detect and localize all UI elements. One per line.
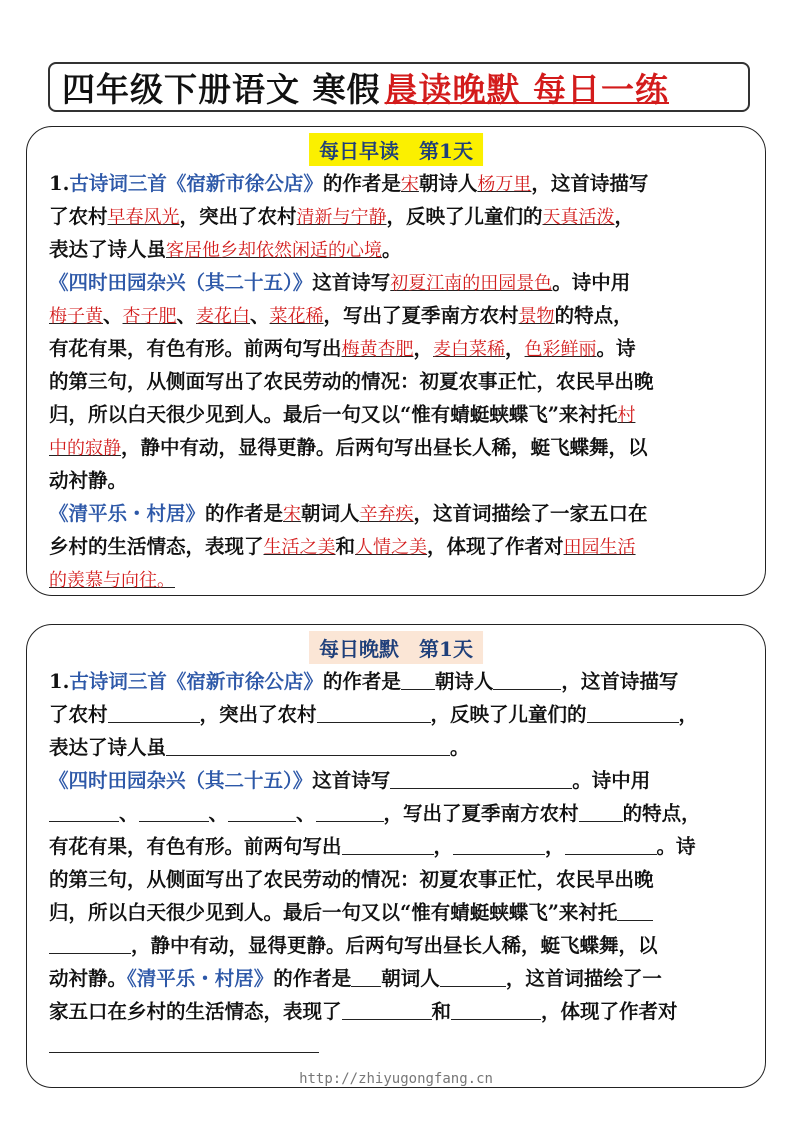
text: ， xyxy=(433,835,454,858)
footer-url: http://zhiyugongfang.cn xyxy=(299,1071,493,1087)
text: 、 xyxy=(176,304,197,327)
text-line xyxy=(49,431,749,464)
text-line xyxy=(49,863,749,896)
answer-blank[interactable] xyxy=(342,997,432,1020)
morning-text xyxy=(49,167,749,596)
text: 有花有果，有色有形。前两句写出 xyxy=(49,835,342,858)
text: ，体现了作者对 xyxy=(541,1000,678,1023)
text: 。 xyxy=(450,736,470,759)
answer: 早春风光 xyxy=(107,207,180,228)
text: ， xyxy=(678,703,699,726)
answer: 色彩鲜丽 xyxy=(524,339,597,360)
title-highlight: 晨读晚默 每日一练 xyxy=(384,69,669,109)
text-line xyxy=(49,299,749,332)
text: 、 xyxy=(250,304,270,327)
text: 这首诗写 xyxy=(312,769,391,792)
answer-blank[interactable] xyxy=(390,766,572,789)
text: 的作者是 xyxy=(322,172,401,195)
text: 、 xyxy=(296,802,316,825)
text: 朝词人 xyxy=(381,967,440,990)
text: ， xyxy=(614,205,635,228)
text: 1. xyxy=(49,172,70,195)
answer: 杨万里 xyxy=(477,174,532,195)
text: 的作者是 xyxy=(205,502,284,525)
text: ，这首词描绘了一 xyxy=(505,967,662,990)
text-line xyxy=(49,1028,749,1061)
text-line xyxy=(49,497,749,530)
text-line xyxy=(49,698,749,731)
answer: 宋 xyxy=(283,504,302,525)
text: 、 xyxy=(119,802,139,825)
morning-reading-card xyxy=(26,126,766,596)
answer: 客居他乡却依然闲适的心境 xyxy=(166,240,383,261)
answer: 天真活泼 xyxy=(542,207,615,228)
answer: 生活之美 xyxy=(263,537,336,558)
answer: 的羡慕与向往。 xyxy=(49,570,175,591)
text-line xyxy=(49,962,749,995)
text-line xyxy=(49,167,749,200)
text: 1. xyxy=(49,670,70,693)
answer-blank[interactable] xyxy=(351,964,381,987)
text: 。诗 xyxy=(656,835,696,858)
poem-title: 古诗词三首 xyxy=(69,172,167,195)
answer: 清新与宁静 xyxy=(296,207,387,228)
text-line xyxy=(49,464,749,497)
text: 、 xyxy=(208,802,229,825)
text: 归，所以白天很少见到人。最后一句又以“惟有蜻蜓蛱蝶飞”来衬托 xyxy=(49,403,618,426)
text-line xyxy=(49,995,749,1028)
text: 了农村 xyxy=(49,205,108,228)
answer-blank[interactable] xyxy=(139,799,209,822)
text: ， xyxy=(413,337,434,360)
text: 和 xyxy=(431,1000,452,1023)
answer-blank[interactable] xyxy=(342,832,434,855)
text: 了农村 xyxy=(49,703,108,726)
text: 表达了诗人虽 xyxy=(49,736,167,759)
text: 归，所以白天很少见到人。最后一句又以“惟有蜻蜓蛱蝶飞”来衬托 xyxy=(49,901,618,924)
text: 家五口在乡村的生活情态，表现了 xyxy=(49,1000,342,1023)
answer-blank[interactable] xyxy=(617,898,653,921)
poem-title: 《四时田园杂兴（其二十五）》 xyxy=(49,271,313,294)
text: 的特点， xyxy=(554,304,633,327)
answer-blank[interactable] xyxy=(451,997,541,1020)
answer: 杏子肥 xyxy=(122,306,177,327)
text: 动衬静。 xyxy=(49,967,128,990)
answer: 梅黄杏肥 xyxy=(341,339,414,360)
text: 动衬静。 xyxy=(49,469,128,492)
text-line xyxy=(49,797,749,830)
answer: 麦白菜稀 xyxy=(433,339,506,360)
text-line xyxy=(49,365,749,398)
text: ，静中有动，显得更静。后两句写出昼长人稀，蜓飞蝶舞，以 xyxy=(131,934,658,957)
text: 的作者是 xyxy=(322,670,401,693)
answer: 人情之美 xyxy=(355,537,428,558)
text: 朝诗人 xyxy=(434,670,494,693)
text-line xyxy=(49,896,749,929)
text-line xyxy=(49,233,749,266)
answer-blank[interactable] xyxy=(401,667,435,690)
text: 表达了诗人虽 xyxy=(49,238,167,261)
answer: 辛弃疾 xyxy=(359,504,414,525)
text: ，反映了儿童们的 xyxy=(386,205,543,228)
text: 朝诗人 xyxy=(418,172,478,195)
text: 的第三句，从侧面写出了农民劳动的情况：初夏农事正忙，农民早出晚 xyxy=(49,370,654,393)
answer-blank[interactable] xyxy=(587,700,679,723)
text: 。诗 xyxy=(596,337,636,360)
title-main: 四年级下册语文 寒假 xyxy=(62,69,381,109)
answer: 田园生活 xyxy=(563,537,636,558)
answer-blank[interactable] xyxy=(453,832,545,855)
answer: 菜花稀 xyxy=(269,306,324,327)
text-line xyxy=(49,929,749,962)
text: ，体现了作者对 xyxy=(427,535,564,558)
answer: 宋 xyxy=(400,174,419,195)
text-line xyxy=(49,332,749,365)
evening-badge: 每日晚默 第1天 xyxy=(309,631,483,664)
text: ，突出了农村 xyxy=(179,205,297,228)
evening-dictation-card xyxy=(26,624,766,1088)
answer-blank[interactable] xyxy=(316,799,384,822)
answer: 村 xyxy=(617,405,636,426)
answer: 麦花白 xyxy=(196,306,251,327)
text-line xyxy=(49,266,749,299)
text: ，写出了夏季南方农村 xyxy=(383,802,579,825)
answer-blank[interactable] xyxy=(108,700,200,723)
answer: 初夏江南的田园景色 xyxy=(390,273,553,294)
answer: 景物 xyxy=(518,306,555,327)
answer-blank[interactable] xyxy=(228,799,296,822)
text: ，这首诗描写 xyxy=(561,670,679,693)
text-line xyxy=(49,530,749,563)
poem-title: 《清平乐・村居》 xyxy=(49,502,206,525)
answer-blank[interactable] xyxy=(565,832,657,855)
text: 。诗中用 xyxy=(552,271,631,294)
text: 、 xyxy=(103,304,123,327)
poem-title: 《清平乐・村居》 xyxy=(127,967,274,990)
morning-badge: 每日早读 第1天 xyxy=(309,133,483,166)
text: ，静中有动，显得更静。后两句写出昼长人稀，蜓飞蝶舞，以 xyxy=(121,436,648,459)
text-line xyxy=(49,731,749,764)
answer-blank[interactable] xyxy=(440,964,506,987)
text: 。诗中用 xyxy=(572,769,651,792)
poem-title: 古诗词三首 xyxy=(69,670,167,693)
text-line xyxy=(49,200,749,233)
text: 。 xyxy=(382,238,402,261)
text: ，这首词描绘了一家五口在 xyxy=(413,502,648,525)
text-line xyxy=(49,830,749,863)
text: 这首诗写 xyxy=(312,271,391,294)
text: ，反映了儿童们的 xyxy=(430,703,587,726)
text: 的特点， xyxy=(622,802,701,825)
text: 的作者是 xyxy=(273,967,352,990)
text: ，这首诗描写 xyxy=(531,172,649,195)
answer: 中的寂静 xyxy=(49,438,121,459)
poem-title: 《宿新市徐公店》 xyxy=(166,172,323,195)
text: 的第三句，从侧面写出了农民劳动的情况：初夏农事正忙，农民早出晚 xyxy=(49,868,654,891)
evening-text xyxy=(49,665,749,1061)
text: 有花有果，有色有形。前两句写出 xyxy=(49,337,342,360)
text: ， xyxy=(545,835,565,858)
text: 朝词人 xyxy=(301,502,360,525)
answer-blank[interactable] xyxy=(49,931,131,954)
poem-title: 《四时田园杂兴（其二十五）》 xyxy=(49,769,313,792)
text-line xyxy=(49,563,749,596)
text: ，写出了夏季南方农村 xyxy=(323,304,519,327)
text: 乡村的生活情态，表现了 xyxy=(49,535,264,558)
answer-blank[interactable] xyxy=(49,799,119,822)
title-box xyxy=(48,62,750,112)
answer-blank[interactable] xyxy=(493,667,561,690)
text: ， xyxy=(505,337,525,360)
poem-title: 《宿新市徐公店》 xyxy=(166,670,323,693)
text-line xyxy=(49,764,749,797)
text: ，突出了农村 xyxy=(199,703,317,726)
text: 和 xyxy=(335,535,356,558)
text-line xyxy=(49,398,749,431)
answer-blank[interactable] xyxy=(49,1030,319,1053)
answer-blank[interactable] xyxy=(579,799,623,822)
answer: 梅子黄 xyxy=(49,306,103,327)
text-line xyxy=(49,665,749,698)
answer-blank[interactable] xyxy=(317,700,431,723)
answer-blank[interactable] xyxy=(166,733,450,756)
